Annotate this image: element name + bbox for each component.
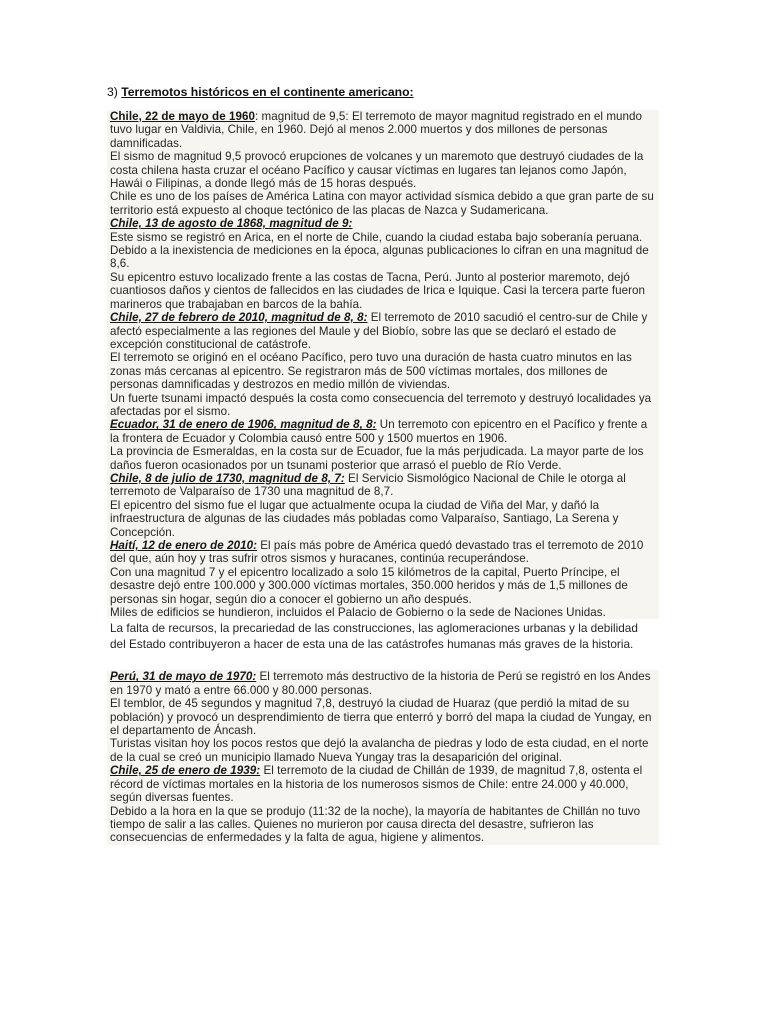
entries-block [107,110,659,619]
entry-heading: Perú, 31 de mayo de 1970: [110,670,257,684]
entry-lead-paragraph [110,110,656,150]
entry-paragraph: Miles de edificios se hundieron, incluidos el Palacio de Gobierno o la sede de Naciones Unidas. [110,606,606,620]
entry-lead-text: El terremoto de 2010 sacudió el centro-sur de Chile y afectó especialmente a las regiones del Maule y del Biobío, sobre las que se declaró el estado de excepción constitucional de catástrofe. [110,311,648,351]
entry-lead-paragraph [110,539,656,566]
entry-paragraph: Este sismo se registró en Arica, en el norte de Chile, cuando la ciudad estaba bajo soberanía peruana. Debido a la inexistencia de mediciones en la época, algunas publicaciones lo cifran en una magnitud de 8,6. [110,230,649,271]
paragraph-gap [107,652,659,670]
entry-lead-paragraph [110,311,656,351]
entry-lead-paragraph [110,472,656,499]
entry-heading-separator: : [254,110,259,123]
section-heading [107,84,659,100]
entry-lead-paragraph [110,670,656,697]
entry-lead-text: Un terremoto con epicentro en el Pacífico y frente a la frontera de Ecuador y Colombia causó entre 500 y 1500 muertos en 1906. [110,418,648,445]
entry-peru-1970 [110,670,656,764]
entry-paragraph: Un fuerte tsunami impactó después la costa como consecuencia del terremoto y destruyó localidades ya afectadas por el sismo. [110,391,652,418]
entry-chile-2010 [110,311,656,418]
entry-lead-text: El terremoto de la ciudad de Chillán de 1939, de magnitud 7,8, ostenta el récord de víctimas mortales en la historia de los numerosos sismos de Chile: entre 24.000 y 40.000, según diversas fuentes. [110,764,643,805]
entry-ecuador-1906 [110,418,656,472]
entry-chile-1960 [110,110,656,217]
entry-lead-text: El país más pobre de América quedó devastado tras el terremoto de 2010 del que, aún hoy y tras sufrir otros sismos y huracanes, continúa recuperándose. [110,539,644,566]
entry-haiti-2010 [110,539,656,619]
section-number: 3) [107,85,118,99]
entry-lead-text: El terremoto más destructivo de la historia de Perú se registró en los Andes en 1970 y mató a entre 66.000 y 80.000 personas. [110,670,651,697]
entry-heading: Haití, 12 de enero de 2010: [110,539,257,552]
plain-paragraph: La falta de recursos, la precariedad de las construcciones, las aglomeraciones urbanas y la debilidad del Estado contribuyeron a hacer de esta una de las catástrofes humanas más graves de la historia. [107,619,659,652]
section-title: Terremotos históricos en el continente americano: [121,85,414,99]
entry-heading: Chile, 8 de julio de 1730, magnitud de 8, 7: [110,471,345,485]
entry-chile-1730 [110,472,656,539]
entry-heading: Chile, 25 de enero de 1939: [110,764,261,778]
entry-lead-text: magnitud de 9,5: El terremoto de mayor magnitud registrado en el mundo tuvo lugar en Valdivia, Chile, en 1960. Dejó al menos 2.000 muertos y dos millones de personas damnificadas. [110,110,643,150]
entry-lead-paragraph [110,418,656,445]
entry-heading: Chile, 22 de mayo de 1960 [110,110,255,123]
entry-heading: Chile, 13 de agosto de 1868, magnitud de 9: [110,217,353,231]
entry-chile-1939 [110,764,656,844]
entry-paragraph: El epicentro del sismo fue el lugar que actualmente ocupa la ciudad de Viña del Mar, y dañó la infraestructura de algunas de las ciudades más pobladas como Valparaíso, Santiago, La Serena y Concepción. [110,498,619,539]
entry-paragraph: El temblor, de 45 segundos y magnitud 7,8, destruyó la ciudad de Huaraz (que perdió la mitad de su población) y provocó un desprendimiento de tierra que enterró y borró del mapa la ciudad de Yungay, en el departamento de Áncash. [110,697,652,738]
entry-lead-paragraph [110,217,656,230]
entry-lead-text: El Servicio Sismológico Nacional de Chile le otorga al terremoto de Valparaíso de 1730 una magnitud de 8,7. [110,471,626,499]
entry-chile-1868 [110,217,656,311]
entry-lead-paragraph [110,764,656,804]
entry-paragraph: Con una magnitud 7 y el epicentro localizado a solo 15 kilómetros de la capital, Puerto Príncipe, el desastre dejó entre 100.000 y 300.000 víctimas mortales, 350.000 heridos y más de 1,5 millones de personas sin hogar, según dio a conocer el gobierno un año después. [110,565,628,606]
entry-paragraph: Chile es uno de los países de América Latina con mayor actividad sísmica debido a que gran parte de su territorio está expuesto al choque tectónico de las placas de Nazca y Sudamericana. [110,190,654,217]
entry-paragraph: El sismo de magnitud 9,5 provocó erupciones de volcanes y un maremoto que destruyó ciudades de la costa chilena hasta cruzar el océano Pacífico y causar víctimas en lugares tan lejanos como Japón, Hawái o Filipinas, a donde llegó más de 15 horas después. [110,150,644,191]
entry-paragraph: El terremoto se originó en el océano Pacífico, pero tuvo una duración de hasta cuatro minutos en las zonas más cercanas al epicentro. Se registraron más de 500 víctimas mortales, dos millones de personas damnificadas y destrozos en medio millón de viviendas. [110,351,632,392]
entry-paragraph: La provincia de Esmeraldas, en la costa sur de Ecuador, fue la más perjudicada. La mayor parte de los daños fueron ocasionados por un tsunami posterior que arrasó el pueblo de Río Verde. [110,445,644,472]
entry-heading: Chile, 27 de febrero de 2010, magnitud de 8, 8: [110,311,368,325]
entry-heading: Ecuador, 31 de enero de 1906, magnitud de 8, 8: [110,418,377,432]
entries-block-2 [107,670,659,844]
entry-paragraph: Su epicentro estuvo localizado frente a las costas de Tacna, Perú. Junto al posterior maremoto, dejó cuantiosos daños y cientos de fallecidos en las ciudades de Irica e Iquique. Casi la tercera parte fueron marineros que trabajaban en barcos de la bahía. [110,270,646,311]
entry-paragraph: Turistas visitan hoy los pocos restos que dejó la avalancha de piedras y lodo de esta ciudad, en el norte de la cual se creó un municipio llamado Nueva Yungay tras la desaparición del original. [110,737,649,764]
document-page [107,84,659,924]
entry-paragraph: Debido a la hora en la que se produjo (11:32 de la noche), la mayoría de habitantes de Chillán no tuvo tiempo de salir a las calles. Quienes no murieron por causa directa del desastre, sufrieron las consecuencias de enfermedades y la falta de agua, higiene y alimentos. [110,804,641,845]
